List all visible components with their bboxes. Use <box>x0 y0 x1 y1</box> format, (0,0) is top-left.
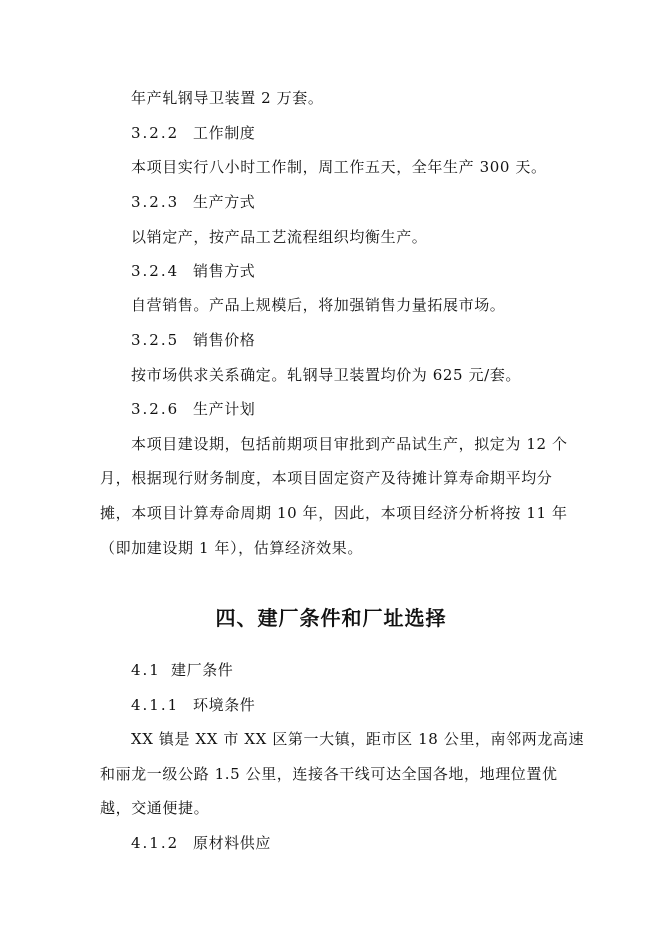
section-number: 3.2.4 <box>131 262 180 280</box>
chapter-title: 四、建厂条件和厂址选择 <box>215 606 447 630</box>
section-heading-3-2-3 <box>131 192 255 212</box>
section-label: 环境条件 <box>193 696 256 714</box>
text-line: 自营销售。产品上规模后，将加强销售力量拓展市场。 <box>131 296 506 314</box>
section-heading-3-2-6 <box>131 399 255 419</box>
text-line: 年产轧钢导卫装置 2 万套。 <box>131 89 324 107</box>
section-number: 4.1.2 <box>131 834 180 852</box>
section-label: 原材料供应 <box>193 834 272 852</box>
section-heading-4-1-1 <box>131 695 255 715</box>
section-heading-3-2-5 <box>131 330 255 350</box>
section-number: 4.1.1 <box>131 696 180 714</box>
section-number: 3.2.6 <box>131 400 180 418</box>
text-line: 以销定产，按产品工艺流程组织均衡生产。 <box>131 228 428 246</box>
text-line: 按市场供求关系确定。轧钢导卫装置均价为 625 元/套。 <box>131 366 522 384</box>
paragraph-line: XX 镇是 XX 市 XX 区第一大镇，距市区 18 公里，南邻两龙高速 <box>131 730 585 748</box>
paragraph-line: 本项目建设期，包括前期项目审批到产品试生产，拟定为 12 个 <box>131 435 568 453</box>
paragraph-line: 越，交通便捷。 <box>100 799 210 817</box>
section-heading-3-2-4 <box>131 261 255 281</box>
section-label: 建厂条件 <box>171 661 234 679</box>
section-label: 销售价格 <box>193 331 256 349</box>
paragraph-line: （即加建设期 1 年），估算经济效果。 <box>100 539 363 557</box>
section-number: 3.2.5 <box>131 331 180 349</box>
section-number: 3.2.3 <box>131 193 180 211</box>
section-heading-3-2-2 <box>131 123 255 143</box>
paragraph-line: 月，根据现行财务制度，本项目固定资产及待摊计算寿命期平均分 <box>100 469 553 487</box>
section-label: 生产方式 <box>193 193 256 211</box>
section-heading-4-1 <box>131 660 233 680</box>
section-label: 生产计划 <box>193 400 256 418</box>
section-label: 销售方式 <box>193 262 256 280</box>
paragraph-line: 摊，本项目计算寿命周期 10 年，因此，本项目经济分析将按 11 年 <box>100 504 568 522</box>
section-number: 3.2.2 <box>131 124 180 142</box>
section-number: 4.1 <box>131 661 161 679</box>
paragraph-line: 和丽龙一级公路 1.5 公里，连接各干线可达全国各地，地理位置优 <box>100 765 558 783</box>
section-label: 工作制度 <box>193 124 256 142</box>
section-heading-4-1-2 <box>131 833 271 853</box>
text-line: 本项目实行八小时工作制，周工作五天，全年生产 300 天。 <box>131 158 547 176</box>
